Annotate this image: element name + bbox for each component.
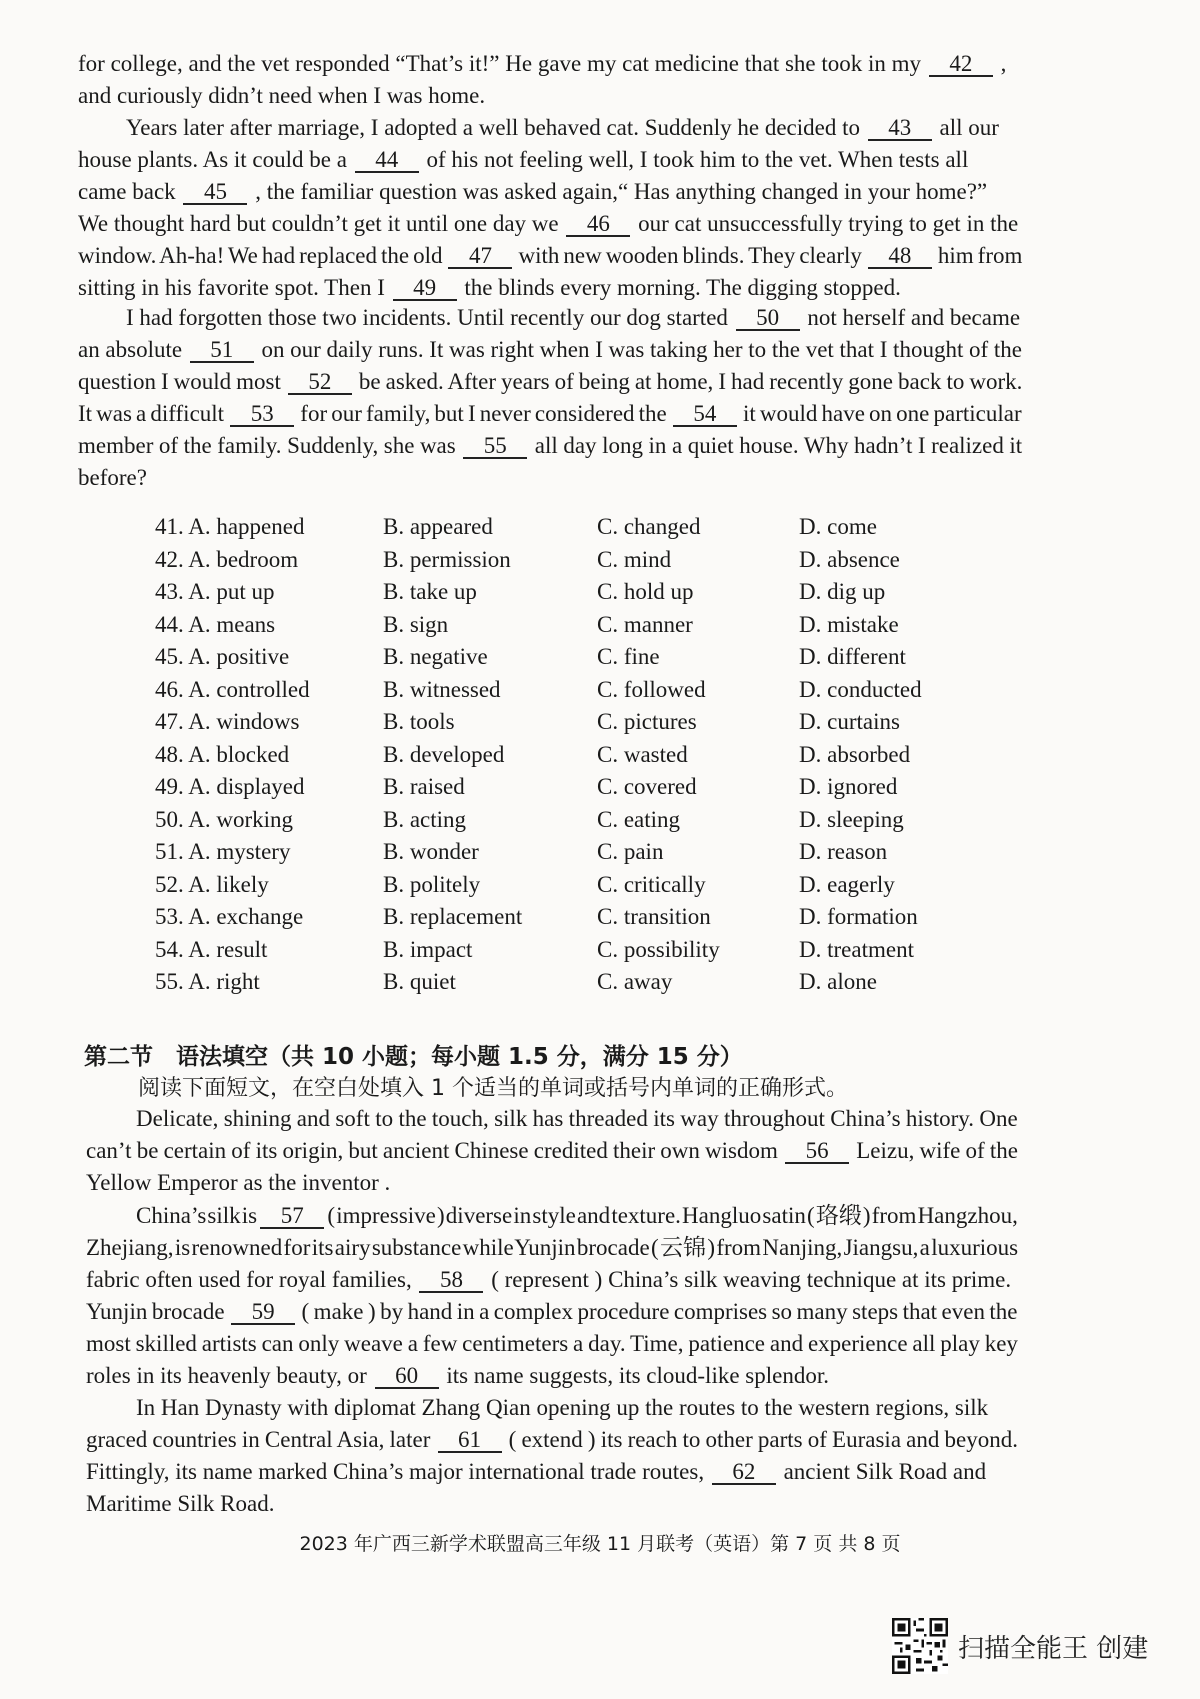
option-row	[155, 514, 955, 547]
text-segment: fabric often used for royal families,	[86, 1267, 418, 1292]
text-line	[86, 1360, 1018, 1392]
qr-code-icon	[892, 1618, 948, 1674]
option-choice[interactable]: 47. A. windows	[155, 709, 300, 734]
text-segment: ( extend ) its reach to other parts of Eurasia and beyond.	[503, 1427, 1018, 1452]
section-2-instruction: 阅读下面短文，在空白处填入 1 个适当的单词或括号内单词的正确形式。	[138, 1076, 848, 1101]
text-segment: , the familiar question was asked again,“ Has anything changed in your home?”	[249, 179, 988, 204]
option-choice[interactable]: B. impact	[383, 936, 473, 962]
option-choice[interactable]: B. developed	[383, 741, 505, 767]
text-segment: be asked. After years of being at home, I had recently gone back to work.	[353, 369, 1023, 394]
answer-blank[interactable]: 50	[736, 307, 800, 331]
option-choice[interactable]: C. changed	[597, 514, 701, 539]
text-segment: it would have on one particular	[738, 401, 1022, 426]
text-segment: Maritime Silk Road.	[86, 1491, 275, 1516]
option-choice[interactable]: C. hold up	[597, 579, 694, 604]
text-segment: came back	[78, 179, 182, 204]
option-choice[interactable]: B. politely	[383, 871, 481, 897]
option-choice[interactable]: D. treatment	[799, 936, 914, 962]
text-segment: Yunjin brocade	[86, 1299, 230, 1324]
text-line	[78, 240, 1022, 272]
text-line	[86, 1296, 1018, 1328]
grammar-paragraph-1	[86, 1103, 1018, 1199]
option-choice[interactable]: B. sign	[383, 611, 449, 637]
text-segment: on our daily runs. It was right when I was taking her to the vet that I thought of the	[255, 337, 1022, 362]
text-segment: the blinds every morning. The digging stopped.	[458, 275, 901, 300]
option-choice[interactable]: B. witnessed	[383, 676, 501, 702]
text-line	[86, 1232, 1018, 1264]
text-segment: graced countries in Central Asia, later	[86, 1427, 436, 1452]
text-line	[78, 144, 1022, 176]
answer-blank[interactable]: 54	[673, 403, 737, 427]
text-segment: him from	[933, 243, 1023, 268]
text-line	[86, 1456, 1018, 1488]
cloze-options	[155, 514, 955, 1002]
text-segment: for our family, but I never considered the	[296, 401, 671, 426]
text-line	[78, 208, 1022, 240]
text-segment: ( impressive ) diverse in style and texture. Hangluo satin ( 珞缎 ) from Hangzhou,	[326, 1203, 1018, 1228]
text-line	[78, 334, 1022, 366]
option-choice[interactable]: 50. A. working	[155, 806, 293, 832]
text-segment: Years later after marriage, I adopted a well behaved cat. Suddenly he decided to	[126, 115, 866, 140]
option-choice[interactable]: D. conducted	[799, 676, 922, 702]
text-segment: roles in its heavenly beauty, or	[86, 1363, 373, 1388]
text-segment: of his not feeling well, I took him to the vet. When tests all	[420, 147, 969, 172]
page-footer: 2023 年广西三新学术联盟高三年级 11 月联考（英语）第 7 页 共 8 页	[299, 1533, 901, 1555]
answer-blank[interactable]: 56	[785, 1140, 849, 1164]
text-segment: ( make ) by hand in a complex procedure comprises so many steps that even the	[297, 1299, 1018, 1324]
option-choice[interactable]: D. ignored	[799, 774, 898, 799]
option-choice[interactable]: D. reason	[799, 839, 888, 864]
option-choice[interactable]: B. appeared	[383, 514, 493, 539]
text-segment: member of the family. Suddenly, she was	[78, 433, 462, 458]
option-row	[155, 644, 955, 677]
text-line	[86, 1103, 1018, 1135]
option-choice[interactable]: D. absence	[799, 546, 900, 572]
text-line	[86, 1392, 1018, 1424]
option-choice[interactable]: 55. A. right	[155, 969, 260, 994]
cloze-paragraph-1	[78, 48, 1022, 112]
text-segment: with new wooden blinds. They clearly	[514, 243, 866, 268]
text-line	[78, 302, 1022, 334]
text-segment: Yellow Emperor as the inventor .	[86, 1170, 391, 1195]
option-row	[155, 547, 955, 580]
answer-blank[interactable]: 44	[355, 149, 419, 173]
text-line	[86, 1264, 1018, 1296]
option-choice[interactable]: 54. A. result	[155, 936, 268, 962]
option-row	[155, 677, 955, 710]
option-choice[interactable]: 52. A. likely	[155, 871, 269, 897]
text-segment: sitting in his favorite spot. Then I	[78, 275, 391, 300]
answer-blank[interactable]: 48	[868, 245, 932, 269]
answer-blank[interactable]: 51	[190, 339, 254, 363]
text-line	[78, 398, 1022, 430]
text-line	[86, 1200, 1018, 1232]
answer-blank[interactable]: 52	[288, 371, 352, 395]
text-segment: an absolute	[78, 337, 188, 362]
text-segment: all our	[933, 115, 999, 140]
answer-blank[interactable]: 46	[566, 213, 630, 237]
option-row	[155, 969, 955, 1002]
text-line	[86, 1135, 1018, 1167]
text-segment: It was a difficult	[78, 401, 229, 426]
answer-blank[interactable]: 55	[463, 435, 527, 459]
text-segment: can’t be certain of its origin, but ancient Chinese credited their own wisdom	[86, 1138, 784, 1163]
option-choice[interactable]: B. replacement	[383, 904, 523, 929]
option-choice[interactable]: 41. A. happened	[155, 514, 305, 539]
option-choice[interactable]: 44. A. means	[155, 611, 276, 637]
text-line	[78, 430, 1022, 462]
text-segment: and curiously didn’t need when I was home.	[78, 83, 486, 108]
option-choice[interactable]: 45. A. positive	[155, 644, 290, 669]
option-row	[155, 839, 955, 872]
grammar-paragraph-3	[86, 1392, 1018, 1520]
option-choice[interactable]: D. absorbed	[799, 741, 911, 767]
text-segment: all day long in a quiet house. Why hadn’t I realized it	[529, 433, 1023, 458]
option-row	[155, 904, 955, 937]
option-choice[interactable]: C. critically	[597, 871, 706, 897]
answer-blank[interactable]: 62	[712, 1461, 776, 1485]
option-choice[interactable]: C. pictures	[597, 709, 697, 734]
text-segment: question I would most	[78, 369, 286, 394]
option-choice[interactable]: C. away	[597, 969, 673, 994]
option-row	[155, 774, 955, 807]
text-line	[78, 80, 1022, 112]
answer-blank[interactable]: 45	[183, 181, 247, 205]
answer-blank[interactable]: 58	[419, 1269, 483, 1293]
option-row	[155, 742, 955, 775]
grammar-paragraph-2	[86, 1200, 1018, 1392]
text-segment: our cat unsuccessfully trying to get in the	[632, 211, 1019, 236]
option-choice[interactable]: D. formation	[799, 904, 918, 929]
text-line	[78, 48, 1022, 80]
text-segment: ( represent ) China’s silk weaving technique at its prime.	[485, 1267, 1012, 1292]
option-choice[interactable]: 49. A. displayed	[155, 774, 305, 799]
option-row	[155, 709, 955, 742]
option-choice[interactable]: B. raised	[383, 774, 465, 799]
option-row	[155, 937, 955, 970]
text-segment: Zhejiang, is renowned for its airy substance while Yunjin brocade ( 云锦 ) from Nanjing, Jiangsu, a luxurious	[86, 1235, 1019, 1260]
text-line	[86, 1167, 1018, 1199]
option-choice[interactable]: C. covered	[597, 774, 697, 799]
text-segment: ancient Silk Road and	[777, 1459, 987, 1484]
option-choice[interactable]: C. mind	[597, 546, 672, 572]
option-choice[interactable]: B. quiet	[383, 969, 456, 994]
text-line	[78, 366, 1022, 398]
scanner-watermark	[892, 1618, 1148, 1674]
option-choice[interactable]: B. acting	[383, 806, 467, 832]
text-segment: I had forgotten those two incidents. Until recently our dog started	[126, 305, 734, 330]
option-choice[interactable]: C. followed	[597, 676, 706, 702]
option-choice[interactable]: B. tools	[383, 709, 455, 734]
text-line	[86, 1488, 1018, 1520]
option-choice[interactable]: C. transition	[597, 904, 711, 929]
text-line	[78, 112, 1022, 144]
option-row	[155, 612, 955, 645]
text-segment: house plants. As it could be a	[78, 147, 353, 172]
option-choice[interactable]: 51. A. mystery	[155, 839, 291, 864]
option-choice[interactable]: C. fine	[597, 644, 660, 669]
text-segment: Leizu, wife of the	[851, 1138, 1018, 1163]
option-choice[interactable]: C. pain	[597, 839, 664, 864]
option-choice[interactable]: 48. A. blocked	[155, 741, 290, 767]
text-segment: not herself and became	[801, 305, 1021, 330]
answer-blank[interactable]: 42	[929, 53, 993, 77]
option-row	[155, 579, 955, 612]
section-2-title: 第二节 语法填空（共 10 小题；每小题 1.5 分，满分 15 分）	[84, 1044, 743, 1070]
text-line	[78, 462, 1022, 494]
text-line	[86, 1328, 1018, 1360]
option-choice[interactable]: D. sleeping	[799, 806, 904, 832]
option-choice[interactable]: D. eagerly	[799, 871, 895, 897]
option-choice[interactable]: D. come	[799, 514, 877, 539]
text-segment: its name suggests, its cloud-like splendor.	[440, 1363, 829, 1388]
text-segment: ,	[994, 51, 1007, 76]
answer-blank[interactable]: 57	[260, 1205, 324, 1229]
answer-blank[interactable]: 59	[231, 1301, 295, 1325]
text-segment: most skilled artists can only weave a few centimeters a day. Time, patience and experience all play key	[86, 1331, 1018, 1356]
option-choice[interactable]: 42. A. bedroom	[155, 546, 299, 572]
text-line	[86, 1424, 1018, 1456]
option-choice[interactable]: B. take up	[383, 579, 477, 604]
text-line	[78, 176, 1022, 208]
answer-blank[interactable]: 47	[448, 245, 512, 269]
option-choice[interactable]: B. negative	[383, 644, 488, 669]
answer-blank[interactable]: 61	[438, 1429, 502, 1453]
option-choice[interactable]: C. possibility	[597, 936, 720, 962]
option-choice[interactable]: D. mistake	[799, 611, 899, 637]
answer-blank[interactable]: 49	[393, 277, 457, 301]
option-choice[interactable]: D. curtains	[799, 709, 900, 734]
option-choice[interactable]: 46. A. controlled	[155, 676, 310, 702]
option-choice[interactable]: 53. A. exchange	[155, 904, 304, 929]
option-row	[155, 807, 955, 840]
text-segment: Fittingly, its name marked China’s major international trade routes,	[86, 1459, 710, 1484]
option-choice[interactable]: D. different	[799, 644, 906, 669]
answer-blank[interactable]: 60	[375, 1365, 439, 1389]
text-segment: for college, and the vet responded “That’s it!” He gave my cat medicine that she took in my	[78, 51, 927, 76]
cloze-paragraph-2	[78, 112, 1022, 304]
option-choice[interactable]: D. dig up	[799, 579, 886, 604]
text-line	[78, 272, 1022, 304]
answer-blank[interactable]: 53	[230, 403, 294, 427]
option-choice[interactable]: C. wasted	[597, 741, 688, 767]
option-choice[interactable]: C. manner	[597, 611, 693, 637]
option-choice[interactable]: 43. A. put up	[155, 579, 275, 604]
answer-blank[interactable]: 43	[868, 117, 932, 141]
option-choice[interactable]: C. eating	[597, 806, 681, 832]
text-segment: Delicate, shining and soft to the touch, silk has threaded its way throughout China’s history. One	[136, 1106, 1018, 1131]
option-choice[interactable]: D. alone	[799, 969, 877, 994]
text-segment: before?	[78, 465, 147, 490]
text-segment: window. Ah-ha! We had replaced the old	[78, 243, 447, 268]
option-choice[interactable]: B. wonder	[383, 839, 479, 864]
watermark-text: 扫描全能王 创建	[958, 1633, 1149, 1664]
option-row	[155, 872, 955, 905]
cloze-paragraph-3	[78, 302, 1022, 494]
text-segment: We thought hard but couldn’t get it until one day we	[78, 211, 565, 236]
text-segment: In Han Dynasty with diplomat Zhang Qian opening up the routes to the western regions, silk	[136, 1395, 989, 1420]
option-choice[interactable]: B. permission	[383, 546, 511, 572]
text-segment: China’s silk is	[136, 1203, 259, 1228]
